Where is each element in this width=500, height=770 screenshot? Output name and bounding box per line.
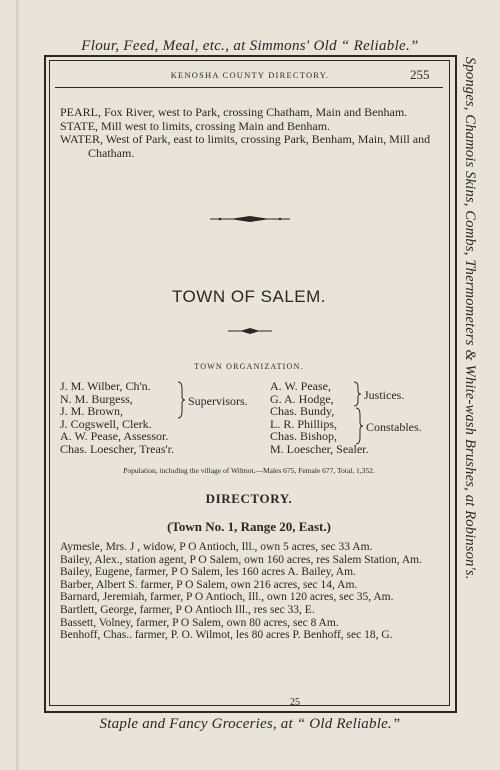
constables-label: Constables. (366, 420, 422, 434)
officer-line: M. Loescher, Sealer. (270, 441, 369, 456)
directory-entry: Benhoff, Chas.. farmer, P. O. Wilmot, les 80 acres P. Benhoff, sec 18, G. (60, 629, 393, 642)
directory-title: DIRECTORY. (205, 491, 293, 506)
township-heading: (Town No. 1, Range 20, East.) (167, 519, 331, 534)
top-advertisement: Flour, Feed, Meal, etc., at Simmons' Old “ Reliable.” (81, 38, 419, 54)
town-title: TOWN OF SALEM. (171, 287, 327, 306)
running-head: KENOSHA COUNTY DIRECTORY. (170, 70, 330, 80)
directory-entry: Bailey, Alex., station agent, P O Salem, own 160 acres, res Salem Station, Am. (60, 553, 422, 566)
officer-line: Chas. Bundy, (270, 404, 335, 419)
page-number: 255 (410, 67, 430, 82)
officer-line: N. M. Burgess, (60, 391, 133, 406)
page-gutter-shadow (16, 0, 20, 770)
street-list (60, 106, 446, 160)
officer-line: G. A. Hodge, (270, 391, 334, 406)
side-advertisement: Sponges, Chamois Skins, Combs, Thermometers & White-wash Brushes, at Robinson's. (462, 57, 478, 580)
bottom-advertisement: Staple and Fancy Groceries, at “ Old Reliable.” (99, 716, 401, 732)
supervisors-label: Supervisors. (188, 394, 248, 408)
directory-entry: Bartlett, George, farmer, P O Antioch Ill., res sec 33, E. (60, 603, 315, 616)
officer-line: J. M. Wilber, Ch'n. (60, 379, 151, 393)
directory-entry: Aymesle, Mrs. J , widow, P O Antioch, Ill., own 5 acres, sec 33 Am. (60, 541, 373, 553)
directory-entry: Barnard, Jeremiah, farmer, P O Antioch, Ill., own 120 acres, sec 35, Am. (60, 591, 394, 604)
town-organization-heading: TOWN ORGANIZATION. (194, 362, 304, 371)
officer-line: A. W. Pease, Assessor. (60, 429, 169, 444)
street-entry: STATE, Mill west to limits, crossing Main and Benham. (60, 118, 331, 133)
officer-line: L. R. Phillips, (270, 416, 338, 431)
officer-line: J. M. Brown, (60, 404, 124, 419)
constables-brace (354, 407, 364, 445)
officer-line: Chas. Bishop, (270, 429, 338, 444)
directory-entry: Bassett, Volney, farmer, P O Salem, own 80 acres, sec 8 Am. (60, 616, 339, 629)
population-note: Population, including the village of Wilmot,—Males 675, Female 677, Total, 1,352. (123, 466, 375, 475)
officer-line: J. Cogswell, Clerk. (60, 416, 152, 431)
street-entry: PEARL, Fox River, west to Park, crossing Chatham, Main and Benham. (60, 105, 408, 119)
supervisors-brace (176, 381, 186, 419)
section-divider-ornament (210, 214, 290, 224)
directory-entries (60, 541, 442, 642)
justices-label: Justices. (364, 388, 405, 402)
officer-line: A. W. Pease, (270, 379, 331, 393)
directory-entry: Bailey, Eugene, farmer, P O Salem, les 160 acres A. Bailey, Am. (60, 566, 356, 579)
justices-brace (352, 381, 362, 407)
street-entry: WATER, West of Park, east to limits, crossing Park, Benham, Main, Mill and Chatham. (60, 132, 431, 160)
directory-entry: Barber, Albert S. farmer, P O Salem, own 216 acres, sec 14, Am. (60, 578, 358, 591)
title-ornament (228, 327, 272, 335)
header-rule (55, 87, 443, 88)
signature-mark: 25 (290, 697, 300, 708)
left-officers (60, 380, 174, 456)
officer-line: Chas. Loescher, Treas'r. (60, 441, 174, 456)
